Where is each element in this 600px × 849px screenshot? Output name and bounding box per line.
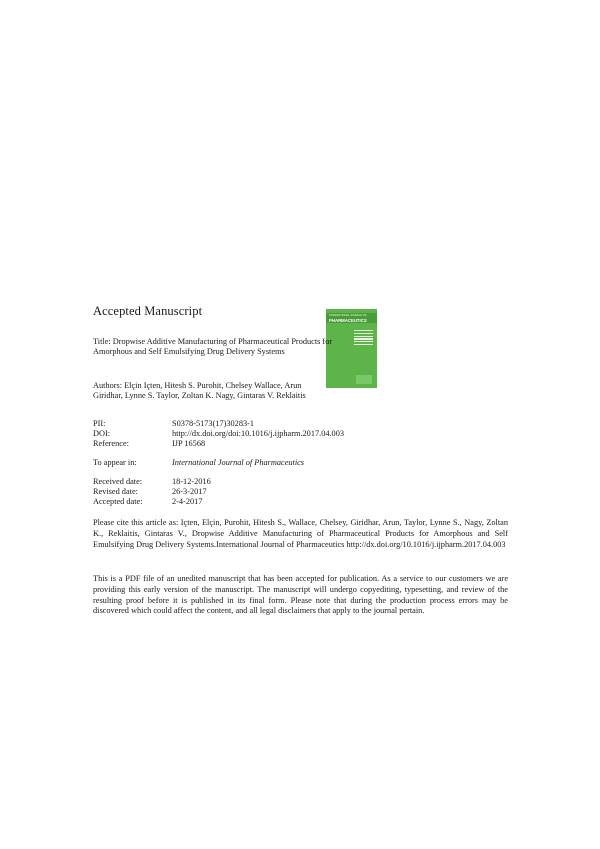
revised-value: 26-3-2017 — [172, 487, 207, 496]
cover-publisher-logo — [356, 375, 372, 384]
accepted-label: Accepted date: — [93, 497, 143, 506]
accepted-value: 2-4-2017 — [172, 497, 203, 506]
cover-journal-small-title: INTERNATIONAL JOURNAL OF — [329, 314, 367, 317]
revised-label: Revised date: — [93, 487, 138, 496]
cover-journal-big-title: PHARMACEUTICS — [329, 318, 367, 323]
disclaimer-paragraph: This is a PDF file of an unedited manuscript that has been accepted for publication. As a service to our customers we are providing this early version of the manuscript. The manuscript will undergo copyediting, typesetting, and review of the resulting proof before it is published in its final form. Please note that during the production process errors may be discovered which could affect the content, and all legal disclaimers that apply to the journal pertain. — [93, 574, 508, 616]
cover-text-lines — [354, 330, 373, 347]
article-authors: Authors: Elçin Içten, Hitesh S. Purohit, Chelsey Wallace, Arun Giridhar, Lynne S. Taylor, Zoltan K. Nagy, Gintaras V. Reklaitis — [93, 381, 306, 401]
received-label: Received date: — [93, 477, 143, 486]
article-title: Title: Dropwise Additive Manufacturing of Pharmaceutical Products for Amorphous and Self Emulsifying Drug Delivery Systems — [93, 337, 333, 357]
journal-name: International Journal of Pharmaceutics — [172, 458, 305, 467]
pii-label: PII: — [93, 419, 106, 428]
reference-value: IJP 16568 — [172, 439, 206, 448]
received-value: 18-12-2016 — [172, 477, 211, 486]
doi-value[interactable]: http://dx.doi.org/doi:10.1016/j.ijpharm.2017.04.003 — [172, 429, 345, 438]
reference-label: Reference: — [93, 439, 129, 448]
page-heading: Accepted Manuscript — [93, 304, 203, 318]
citation-paragraph: Please cite this article as: Içten, Elçin, Purohit, Hitesh S., Wallace, Chelsey, Giridhar, Arun, Taylor, Lynne S., Nagy, Zoltan K., Reklaitis, Gintaras V., Dropwise Additive Manufacturing of Pharmaceutical Products for Amorphous and Self Emulsifying Drug Delivery Systems.International Journal of Pharmaceutics http://dx.doi.org/10.1016/j.ijpharm.2017.04.003 — [93, 518, 508, 549]
doi-label: DOI: — [93, 429, 111, 438]
pii-value: S0378-5173(17)30283-1 — [172, 419, 255, 428]
journal-cover-image — [326, 309, 377, 388]
to-appear-label: To appear in: — [93, 458, 137, 467]
